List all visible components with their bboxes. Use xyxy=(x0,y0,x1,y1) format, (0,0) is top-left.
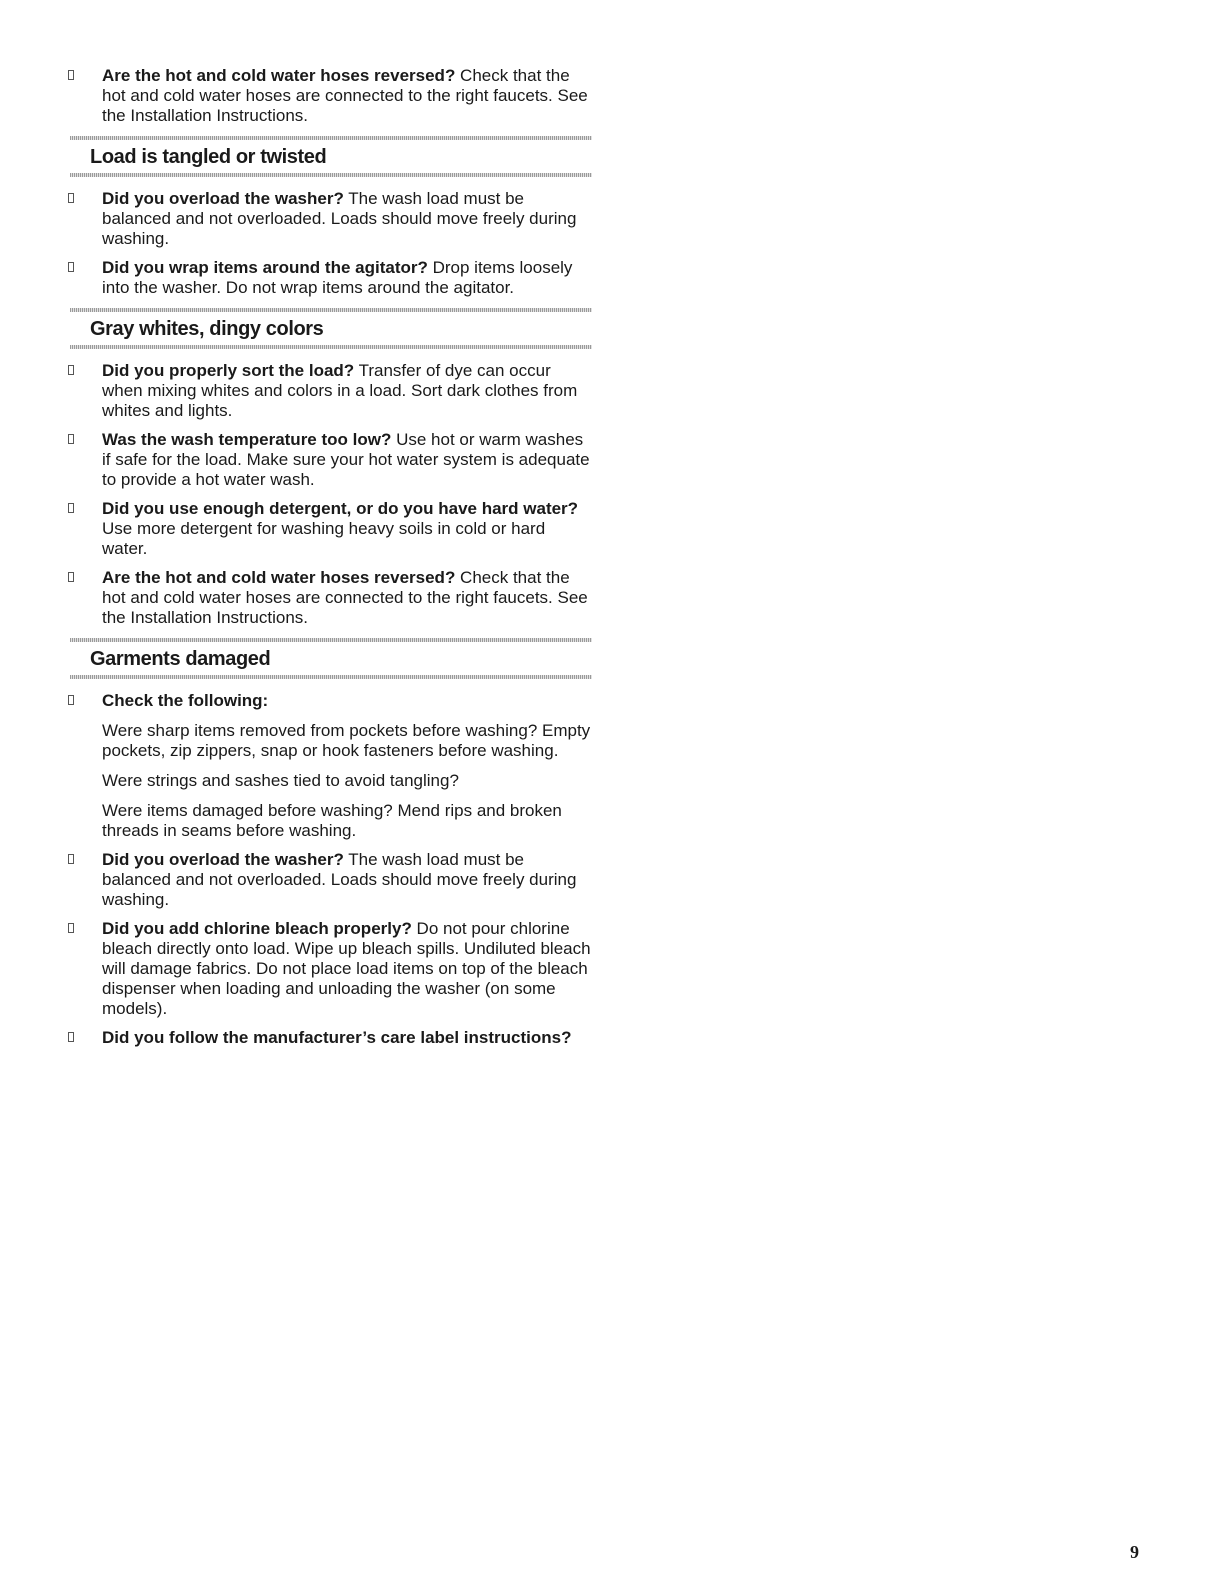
checkbox-bullet-icon xyxy=(68,572,74,582)
checkbox-bullet-icon xyxy=(68,695,74,705)
section-title: Gray whites, dingy colors xyxy=(90,318,324,340)
list-item xyxy=(60,568,592,628)
checkbox-bullet-icon xyxy=(68,434,74,444)
item-answer: Check that the hot and cold water hoses are connected to the right faucets. See the Installation Instructions. xyxy=(102,66,588,125)
item-answer: Drop items loosely into the washer. Do not wrap items around the agitator. xyxy=(102,258,573,297)
section-rule-bottom xyxy=(70,173,592,177)
checkbox-bullet-icon xyxy=(68,193,74,203)
checkbox-bullet-icon xyxy=(68,1032,74,1042)
page-number: 9 xyxy=(1130,1542,1139,1562)
item-question: Are the hot and cold water hoses reversed? xyxy=(102,66,456,85)
checkbox-bullet-icon xyxy=(68,365,74,375)
item-question: Are the hot and cold water hoses reversed? xyxy=(102,568,456,587)
list-item xyxy=(60,189,592,249)
list-item xyxy=(60,850,592,910)
item-question: Was the wash temperature too low? xyxy=(102,430,392,449)
list-item xyxy=(60,430,592,490)
item-question: Did you follow the manufacturer’s care label instructions? xyxy=(102,1028,572,1047)
list-item xyxy=(60,499,592,559)
item-answer: Do not pour chlorine bleach directly onto load. Wipe up bleach spills. Undiluted bleach will damage fabrics. Do not place load items on top of the bleach dispenser when loading and unloading the washer (on some models). xyxy=(102,919,591,1018)
item-question: Did you properly sort the load? xyxy=(102,361,355,380)
list-item xyxy=(60,361,592,421)
section-title: Load is tangled or twisted xyxy=(90,146,327,168)
checkbox-bullet-icon xyxy=(68,923,74,933)
item-answer: The wash load must be balanced and not overloaded. Loads should move freely during washing. xyxy=(102,850,577,909)
section-rule-bottom xyxy=(70,345,592,349)
list-item xyxy=(60,258,592,298)
check-label: Check the following: xyxy=(102,691,269,710)
item-answer: Transfer of dye can occur when mixing whites and colors in a load. Sort dark clothes from whites and lights. xyxy=(102,361,578,420)
item-answer: Use hot or warm washes if safe for the load. Make sure your hot water system is adequate to provide a hot water wash. xyxy=(102,430,590,489)
section-header xyxy=(60,308,592,349)
item-question: Did you overload the washer? xyxy=(102,189,344,208)
section-rule-bottom xyxy=(70,675,592,679)
section-title: Garments damaged xyxy=(90,648,271,670)
checkbox-bullet-icon xyxy=(68,854,74,864)
section-header xyxy=(60,136,592,177)
item-question: Did you use enough detergent, or do you have hard water? xyxy=(102,499,579,518)
troubleshooting-column xyxy=(60,66,592,1057)
item-answer: Use more detergent for washing heavy soils in cold or hard water. xyxy=(102,519,546,558)
item-question: Did you overload the washer? xyxy=(102,850,344,869)
checkbox-bullet-icon xyxy=(68,70,74,80)
checkbox-bullet-icon xyxy=(68,262,74,272)
list-item xyxy=(60,66,592,126)
item-answer: The wash load must be balanced and not overloaded. Loads should move freely during washing. xyxy=(102,189,577,248)
check-paragraph: Were sharp items removed from pockets before washing? Empty pockets, zip zippers, snap or hook fasteners before washing. xyxy=(102,721,591,760)
list-item xyxy=(60,1028,592,1048)
check-paragraph: Were strings and sashes tied to avoid tangling? xyxy=(102,771,459,790)
check-paragraph: Were items damaged before washing? Mend rips and broken threads in seams before washing. xyxy=(102,801,562,840)
list-item xyxy=(60,919,592,1019)
item-question: Did you wrap items around the agitator? xyxy=(102,258,428,277)
list-item xyxy=(60,691,592,841)
item-question: Did you add chlorine bleach properly? xyxy=(102,919,412,938)
checkbox-bullet-icon xyxy=(68,503,74,513)
item-answer: Check that the hot and cold water hoses are connected to the right faucets. See the Installation Instructions. xyxy=(102,568,588,627)
section-header xyxy=(60,638,592,679)
